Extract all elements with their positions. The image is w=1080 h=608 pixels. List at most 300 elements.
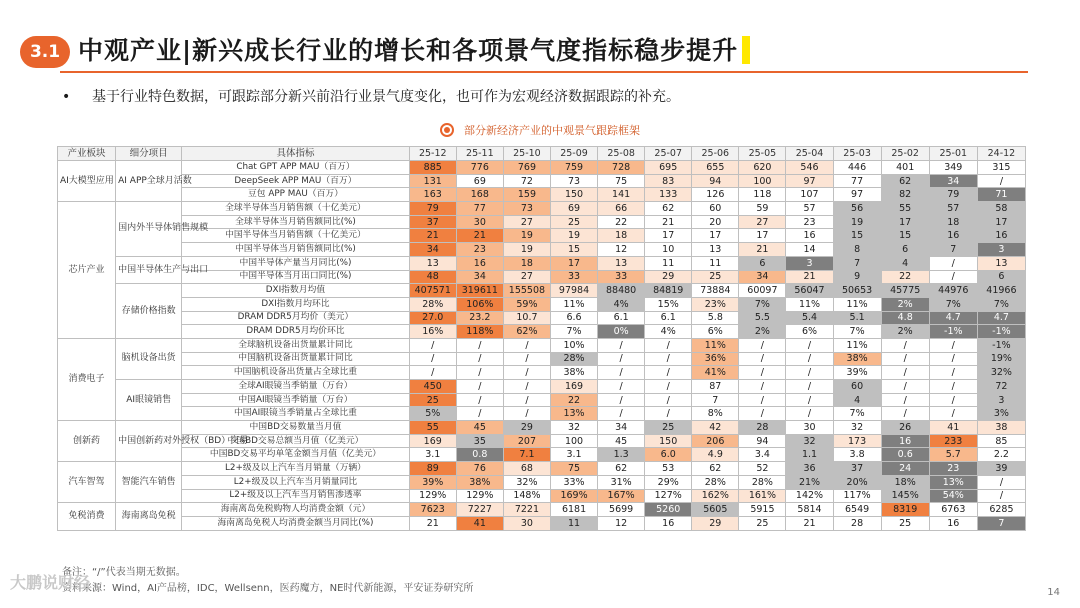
segment-cell: 汽车智驾 [58,462,116,503]
value-cell: 620 [739,161,786,175]
value-cell: 60 [833,380,881,394]
value-cell: 29 [692,516,739,530]
value-cell: 33% [550,475,597,489]
table-row [58,161,1026,175]
value-cell: / [929,270,977,284]
value-cell: 30 [456,215,503,229]
value-cell: 19% [977,352,1025,366]
value-cell: 7 [833,256,881,270]
value-cell: 16 [645,516,692,530]
value-cell: / [645,407,692,421]
value-cell: 56 [833,202,881,216]
value-cell: 32% [977,366,1025,380]
value-cell: 7 [977,516,1025,530]
value-cell: 206 [692,434,739,448]
value-cell: / [503,352,550,366]
summary-bullet [62,86,680,106]
value-cell: 3.8 [833,448,881,462]
summary-bullet-text: 基于行业特色数据，可跟踪部分新兴前沿行业景气度变化，也可作为宏观经济数据跟踪的补充。 [92,89,680,105]
value-cell: 16 [929,516,977,530]
value-cell: 94 [739,434,786,448]
column-header: 25-08 [598,147,645,161]
segment-cell: 创新药 [58,421,116,462]
value-cell: 5.4 [786,311,833,325]
sub-item-cell: 国内外半导体销售规模 [116,202,182,257]
value-cell: 3.1 [550,448,597,462]
indicator-cell: L2+级及以上汽车当月销量同比 [182,475,409,489]
sub-item-cell: 中国创新药对外授权（BD）交易 [116,421,182,462]
sub-item-cell: 智能汽车销售 [116,462,182,503]
column-header: 25-07 [645,147,692,161]
column-header: 25-05 [739,147,786,161]
value-cell: / [456,393,503,407]
value-cell: 85 [977,434,1025,448]
value-cell: 6181 [550,503,597,517]
value-cell: 16% [409,325,456,339]
value-cell: 55 [881,202,929,216]
title-divider [60,71,1028,73]
value-cell: / [977,174,1025,188]
value-cell: / [977,475,1025,489]
table-row [58,475,1026,489]
bullet-dot-icon: • [62,89,71,105]
value-cell: 38% [833,352,881,366]
value-cell: 77 [456,202,503,216]
indicator-cell: 全球脑机设备出货量累计同比 [182,338,409,352]
table-row [58,380,1026,394]
value-cell: 169 [550,380,597,394]
column-header: 25-04 [786,147,833,161]
value-cell: 28% [692,475,739,489]
value-cell: 22 [550,393,597,407]
value-cell: 7% [833,407,881,421]
value-cell: 34 [456,270,503,284]
value-cell: 6 [739,256,786,270]
value-cell: / [786,407,833,421]
value-cell: 16 [881,434,929,448]
value-cell: / [786,338,833,352]
value-cell: 5.7 [929,448,977,462]
table-row [58,489,1026,503]
indicator-cell: 中国半导体产量当月同比(%) [182,256,409,270]
value-cell: 129% [409,489,456,503]
value-cell: 57 [786,202,833,216]
value-cell: 34 [929,174,977,188]
data-source: 资料来源：Wind，AI产品榜，IDC，Wellsenn，医药魔方，NE时代新能源，平安证券研究所 [62,583,474,594]
value-cell: 13% [550,407,597,421]
value-cell: / [929,352,977,366]
value-cell: 11 [692,256,739,270]
value-cell: 546 [786,161,833,175]
value-cell: 155508 [503,284,550,298]
indicator-cell: 中国BD交易平均单笔金额当月值（亿美元） [182,448,409,462]
value-cell: 22 [598,215,645,229]
value-cell: 131 [409,174,456,188]
value-cell: 36% [692,352,739,366]
indicator-cell: 中国AI眼镜当季销量占全球比重 [182,407,409,421]
value-cell: 73884 [692,284,739,298]
indicator-cell: 全球半导体当月销售额（十亿美元） [182,202,409,216]
value-cell: 75 [598,174,645,188]
value-cell: / [881,380,929,394]
value-cell: 41% [692,366,739,380]
table-note: 备注：“/”代表当期无数据。 [62,567,186,578]
value-cell: 11% [692,338,739,352]
value-cell: / [645,366,692,380]
value-cell: 76 [456,462,503,476]
value-cell: 42 [692,421,739,435]
value-cell: 5.1 [833,311,881,325]
indicator-cell: DeepSeek APP MAU（百万） [182,174,409,188]
value-cell: / [929,393,977,407]
value-cell: / [645,338,692,352]
table-row [58,421,1026,435]
value-cell: 20 [692,215,739,229]
value-cell: 7% [550,325,597,339]
value-cell: 319611 [456,284,503,298]
column-header: 产业板块 [58,147,116,161]
value-cell: / [598,393,645,407]
value-cell: 72 [503,174,550,188]
value-cell: 6549 [833,503,881,517]
section-number-badge: 3.1 [20,36,70,68]
value-cell: / [786,366,833,380]
value-cell: 17 [977,215,1025,229]
value-cell: 30 [503,516,550,530]
value-cell: 13% [929,475,977,489]
value-cell: 5915 [739,503,786,517]
value-cell: 2% [739,325,786,339]
value-cell: 23 [786,215,833,229]
segment-cell: 免税消费 [58,503,116,530]
value-cell: 28 [833,516,881,530]
column-header: 25-02 [881,147,929,161]
value-cell: 4.9 [692,448,739,462]
value-cell: 62 [692,462,739,476]
value-cell: 6 [977,270,1025,284]
sub-item-cell: 存储价格指数 [116,284,182,339]
value-cell: 27 [503,215,550,229]
value-cell: 62 [881,174,929,188]
table-row [58,462,1026,476]
value-cell: / [645,380,692,394]
column-header: 24-12 [977,147,1025,161]
value-cell: 57 [929,202,977,216]
value-cell: 885 [409,161,456,175]
value-cell: 7623 [409,503,456,517]
indicator-cell: 中国脑机设备出货量累计同比 [182,352,409,366]
value-cell: 21 [409,516,456,530]
value-cell: 12 [598,243,645,257]
column-header: 25-06 [692,147,739,161]
value-cell: 4% [645,325,692,339]
value-cell: 28% [550,352,597,366]
value-cell: 11% [786,297,833,311]
value-cell: 29% [645,475,692,489]
table-row [58,366,1026,380]
value-cell: 73 [550,174,597,188]
value-cell: 13 [598,256,645,270]
value-cell: 162% [692,489,739,503]
indicator-cell: 海南离岛免税购物人均消费金额（元） [182,503,409,517]
value-cell: 12 [598,516,645,530]
value-cell: 75 [550,462,597,476]
value-cell: 11% [833,338,881,352]
indicator-cell: DXI指数月均值 [182,284,409,298]
value-cell: 16 [929,229,977,243]
value-cell: 34 [739,270,786,284]
value-cell: 233 [929,434,977,448]
value-cell: 55 [409,421,456,435]
value-cell: 6.1 [645,311,692,325]
sub-item-cell: 脑机设备出货 [116,338,182,379]
value-cell: 82 [881,188,929,202]
segment-cell: AI大模型应用 [58,161,116,202]
value-cell: 83 [645,174,692,188]
value-cell: 5.5 [739,311,786,325]
value-cell: 25 [645,421,692,435]
value-cell: 14 [786,243,833,257]
value-cell: 8% [692,407,739,421]
value-cell: 407571 [409,284,456,298]
value-cell: 4 [833,393,881,407]
value-cell: 13 [692,243,739,257]
value-cell: / [409,338,456,352]
value-cell: 97 [833,188,881,202]
value-cell: 10 [645,243,692,257]
value-cell: / [739,407,786,421]
value-cell: 16 [977,229,1025,243]
value-cell: 29 [645,270,692,284]
indicator-table [57,146,1026,531]
value-cell: 3% [977,407,1025,421]
indicator-cell: DRAM DDR5月均价（美元） [182,311,409,325]
value-cell: 28 [739,421,786,435]
value-cell: 23.2 [456,311,503,325]
value-cell: 66 [598,202,645,216]
indicator-cell: 中国半导体当月销售额同比(%) [182,243,409,257]
value-cell: 6285 [977,503,1025,517]
title-highlight-mark [742,36,750,64]
indicator-cell: 中国半导体当月出口同比(%) [182,270,409,284]
indicator-cell: DXI指数月均环比 [182,297,409,311]
segment-cell: 消费电子 [58,338,116,420]
value-cell: 118% [456,325,503,339]
column-header: 25-09 [550,147,597,161]
value-cell: 44976 [929,284,977,298]
value-cell: 4.8 [881,311,929,325]
value-cell: 21 [456,229,503,243]
value-cell: / [409,352,456,366]
value-cell: 8 [833,243,881,257]
value-cell: 118 [739,188,786,202]
value-cell: 84819 [645,284,692,298]
value-cell: / [786,380,833,394]
value-cell: 7 [692,393,739,407]
value-cell: / [739,352,786,366]
value-cell: 58 [977,202,1025,216]
value-cell: 11 [645,256,692,270]
value-cell: 15% [645,297,692,311]
value-cell: 5.8 [692,311,739,325]
value-cell: / [503,393,550,407]
value-cell: 54% [929,489,977,503]
value-cell: 145% [881,489,929,503]
value-cell: 695 [645,161,692,175]
value-cell: 97 [786,174,833,188]
value-cell: 349 [929,161,977,175]
table-row [58,338,1026,352]
indicator-cell: Chat GPT APP MAU（百万） [182,161,409,175]
value-cell: / [881,393,929,407]
value-cell: 18 [503,256,550,270]
value-cell: 7% [833,325,881,339]
value-cell: 59 [739,202,786,216]
value-cell: 107 [786,188,833,202]
table-row [58,188,1026,202]
value-cell: 31% [598,475,645,489]
value-cell: 7227 [456,503,503,517]
value-cell: / [739,393,786,407]
table-caption-text: 部分新经济产业的中观景气跟踪框架 [464,124,640,137]
value-cell: 21 [409,229,456,243]
value-cell: 28% [739,475,786,489]
value-cell: 41 [929,421,977,435]
value-cell: 21% [786,475,833,489]
table-row [58,325,1026,339]
value-cell: -1% [977,325,1025,339]
indicator-cell: L2+级及以上汽车当月销售渗透率 [182,489,409,503]
value-cell: 167% [598,489,645,503]
value-cell: 106% [456,297,503,311]
indicator-cell: DRAM DDR5月均价环比 [182,325,409,339]
value-cell: 69 [456,174,503,188]
value-cell: 0% [598,325,645,339]
value-cell: 45 [598,434,645,448]
value-cell: 163 [409,188,456,202]
value-cell: 28% [409,297,456,311]
value-cell: 100 [739,174,786,188]
value-cell: / [409,366,456,380]
value-cell: 18 [929,215,977,229]
indicator-cell: 海南离岛免税人均消费金额当月同比(%) [182,516,409,530]
value-cell: 169 [409,434,456,448]
value-cell: 0.6 [881,448,929,462]
value-cell: 4% [598,297,645,311]
value-cell: / [456,338,503,352]
value-cell: 11% [550,297,597,311]
value-cell: 10% [550,338,597,352]
value-cell: 27.0 [409,311,456,325]
target-circle-icon [440,123,454,137]
indicator-cell: 中国半导体当月销售额（十亿美元） [182,229,409,243]
value-cell: 3.4 [739,448,786,462]
value-cell: 23 [456,243,503,257]
value-cell: / [929,256,977,270]
value-cell: 4.7 [929,311,977,325]
value-cell: 168 [456,188,503,202]
column-header: 具体指标 [182,147,409,161]
value-cell: 6763 [929,503,977,517]
table-row [58,174,1026,188]
table-header-row [58,147,1026,161]
value-cell: 34 [409,243,456,257]
column-header: 25-12 [409,147,456,161]
value-cell: / [503,366,550,380]
value-cell: 17 [881,215,929,229]
value-cell: / [881,338,929,352]
value-cell: 32 [786,434,833,448]
value-cell: 4 [881,256,929,270]
value-cell: 15 [550,243,597,257]
value-cell: 38% [456,475,503,489]
value-cell: 22 [881,270,929,284]
value-cell: 10.7 [503,311,550,325]
indicator-cell: 中国BD交易数量当月值 [182,421,409,435]
value-cell: / [929,366,977,380]
indicator-cell: 中国脑机设备出货量占全球比重 [182,366,409,380]
value-cell: 2.2 [977,448,1025,462]
sub-item-cell: 海南离岛免税 [116,503,182,530]
value-cell: 9 [833,270,881,284]
value-cell: / [456,380,503,394]
segment-cell: 芯片产业 [58,202,116,339]
value-cell: 21 [739,243,786,257]
value-cell: / [786,393,833,407]
value-cell: 129% [456,489,503,503]
column-header: 细分项目 [116,147,182,161]
value-cell: 401 [881,161,929,175]
value-cell: / [929,380,977,394]
value-cell: 25 [739,516,786,530]
value-cell: 126 [692,188,739,202]
value-cell: 23% [692,297,739,311]
value-cell: 97984 [550,284,597,298]
value-cell: 35 [456,434,503,448]
value-cell: 94 [692,174,739,188]
value-cell: 19 [833,215,881,229]
value-cell: 41966 [977,284,1025,298]
value-cell: / [739,366,786,380]
value-cell: 150 [645,434,692,448]
value-cell: 6.0 [645,448,692,462]
value-cell: 19 [550,229,597,243]
value-cell: / [645,352,692,366]
value-cell: 6% [692,325,739,339]
value-cell: 88480 [598,284,645,298]
value-cell: 77 [833,174,881,188]
value-cell: 20% [833,475,881,489]
indicator-cell: L2+级及以上汽车当月销量（万辆） [182,462,409,476]
value-cell: 17 [550,256,597,270]
page-number: 14 [1047,587,1060,598]
value-cell: 32 [833,421,881,435]
page-title [78,31,750,67]
value-cell: 62 [598,462,645,476]
value-cell: 52 [739,462,786,476]
value-cell: 38 [977,421,1025,435]
table-row [58,352,1026,366]
value-cell: / [739,380,786,394]
value-cell: / [977,489,1025,503]
table-row [58,297,1026,311]
value-cell: 16 [786,229,833,243]
value-cell: 32% [503,475,550,489]
value-cell: 79 [929,188,977,202]
value-cell: / [929,407,977,421]
watermark: 大鹏说财经 [10,573,91,592]
value-cell: 71 [977,188,1025,202]
